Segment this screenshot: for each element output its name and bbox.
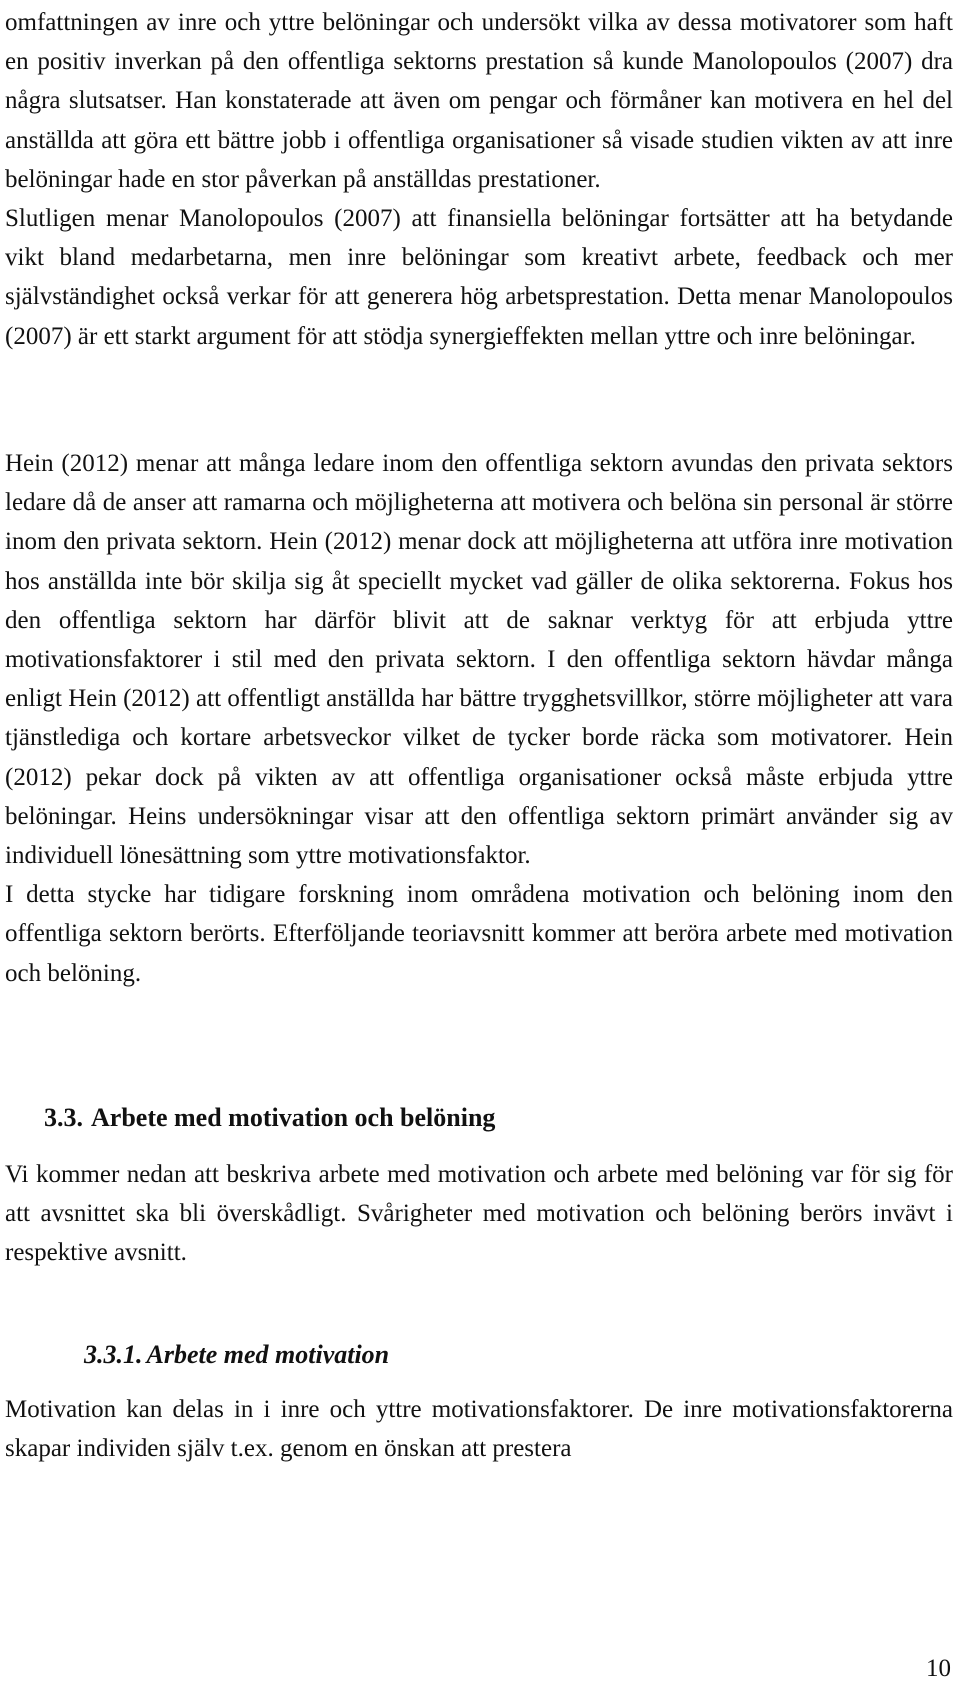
paragraph: Vi kommer nedan att beskriva arbete med motivation och arbete med belöning var för sig för att avsnittet ska bli överskådligt. Svårigheter med motivation och belöning berörs invävt i respektive avsnitt. xyxy=(5,1161,953,1267)
paragraph: Motivation kan delas in i inre och yttre motivationsfaktorer. De inre motivationsfaktorerna skapar individen själv t.ex. genom en önskan att prestera xyxy=(5,1396,953,1463)
subsection-title: Arbete med motivation xyxy=(146,1340,390,1369)
section-title: Arbete med motivation och belöning xyxy=(91,1103,496,1132)
subsection-number: 3.3.1. xyxy=(84,1340,143,1369)
section-intro xyxy=(5,1155,953,1273)
text-block-manolopoulos xyxy=(5,3,953,356)
subsection-text xyxy=(5,1390,953,1468)
paragraph: Hein (2012) menar att många ledare inom den offentliga sektorn avundas den privata sektors ledare då de anser att ramarna och möjligheterna att motivera och belöna sin personal är större inom den privata sektorn. Hein (2012) menar dock att möjligheterna att utföra inre motivation hos anställda inte bör skilja sig åt speciellt mycket vad gäller de olika sektorerna. Fokus hos den offentliga sektorn har därför blivit att de saknar verktyg för att erbjuda yttre motivationsfaktorer i stil med den privata sektorn. I den offentliga sektorn hävdar många enligt Hein (2012) att offentligt anställda har bättre trygghetsvillkor, större möjligheter att vara tjänstlediga och kortare arbetsveckor vilket de tycker borde räcka som motivatorer. Hein (2012) pekar dock på vikten av att offentliga organisationer också måste erbjuda yttre belöningar. Heins undersökningar visar att den offentliga sektorn primärt använder sig av individuell lönesättning som yttre motivationsfaktor. xyxy=(5,450,953,870)
paragraph: Slutligen menar Manolopoulos (2007) att finansiella belöningar fortsätter att ha betydande vikt bland medarbetarna, men inre belöningar som kreativt arbete, feedback och mer självständighet också verkar för att generera hög arbetsprestation. Detta menar Manolopoulos (2007) är ett starkt argument för att stödja synergieffekten mellan yttre och inre belöningar. xyxy=(5,205,953,350)
section-heading xyxy=(44,1100,495,1136)
paragraph: omfattningen av inre och yttre belöningar och undersökt vilka av dessa motivatorer som haft en positiv inverkan på den offentliga sektorns prestation så kunde Manolopoulos (2007) dra några slutsatser. Han konstaterade att även om pengar och förmåner kan motivera en hel del anställda att göra ett bättre jobb i offentliga organisationer så visade studien vikten av att inre belöningar hade en stor påverkan på anställdas prestationer. xyxy=(5,9,953,193)
subsection-heading xyxy=(84,1337,389,1373)
section-number: 3.3. xyxy=(44,1103,83,1132)
text-block-hein xyxy=(5,444,953,993)
page-number: 10 xyxy=(926,1655,951,1682)
paragraph: I detta stycke har tidigare forskning inom områdena motivation och belöning inom den offentliga sektorn berörts. Efterföljande teoriavsnitt kommer att beröra arbete med motivation och belöning. xyxy=(5,881,953,987)
